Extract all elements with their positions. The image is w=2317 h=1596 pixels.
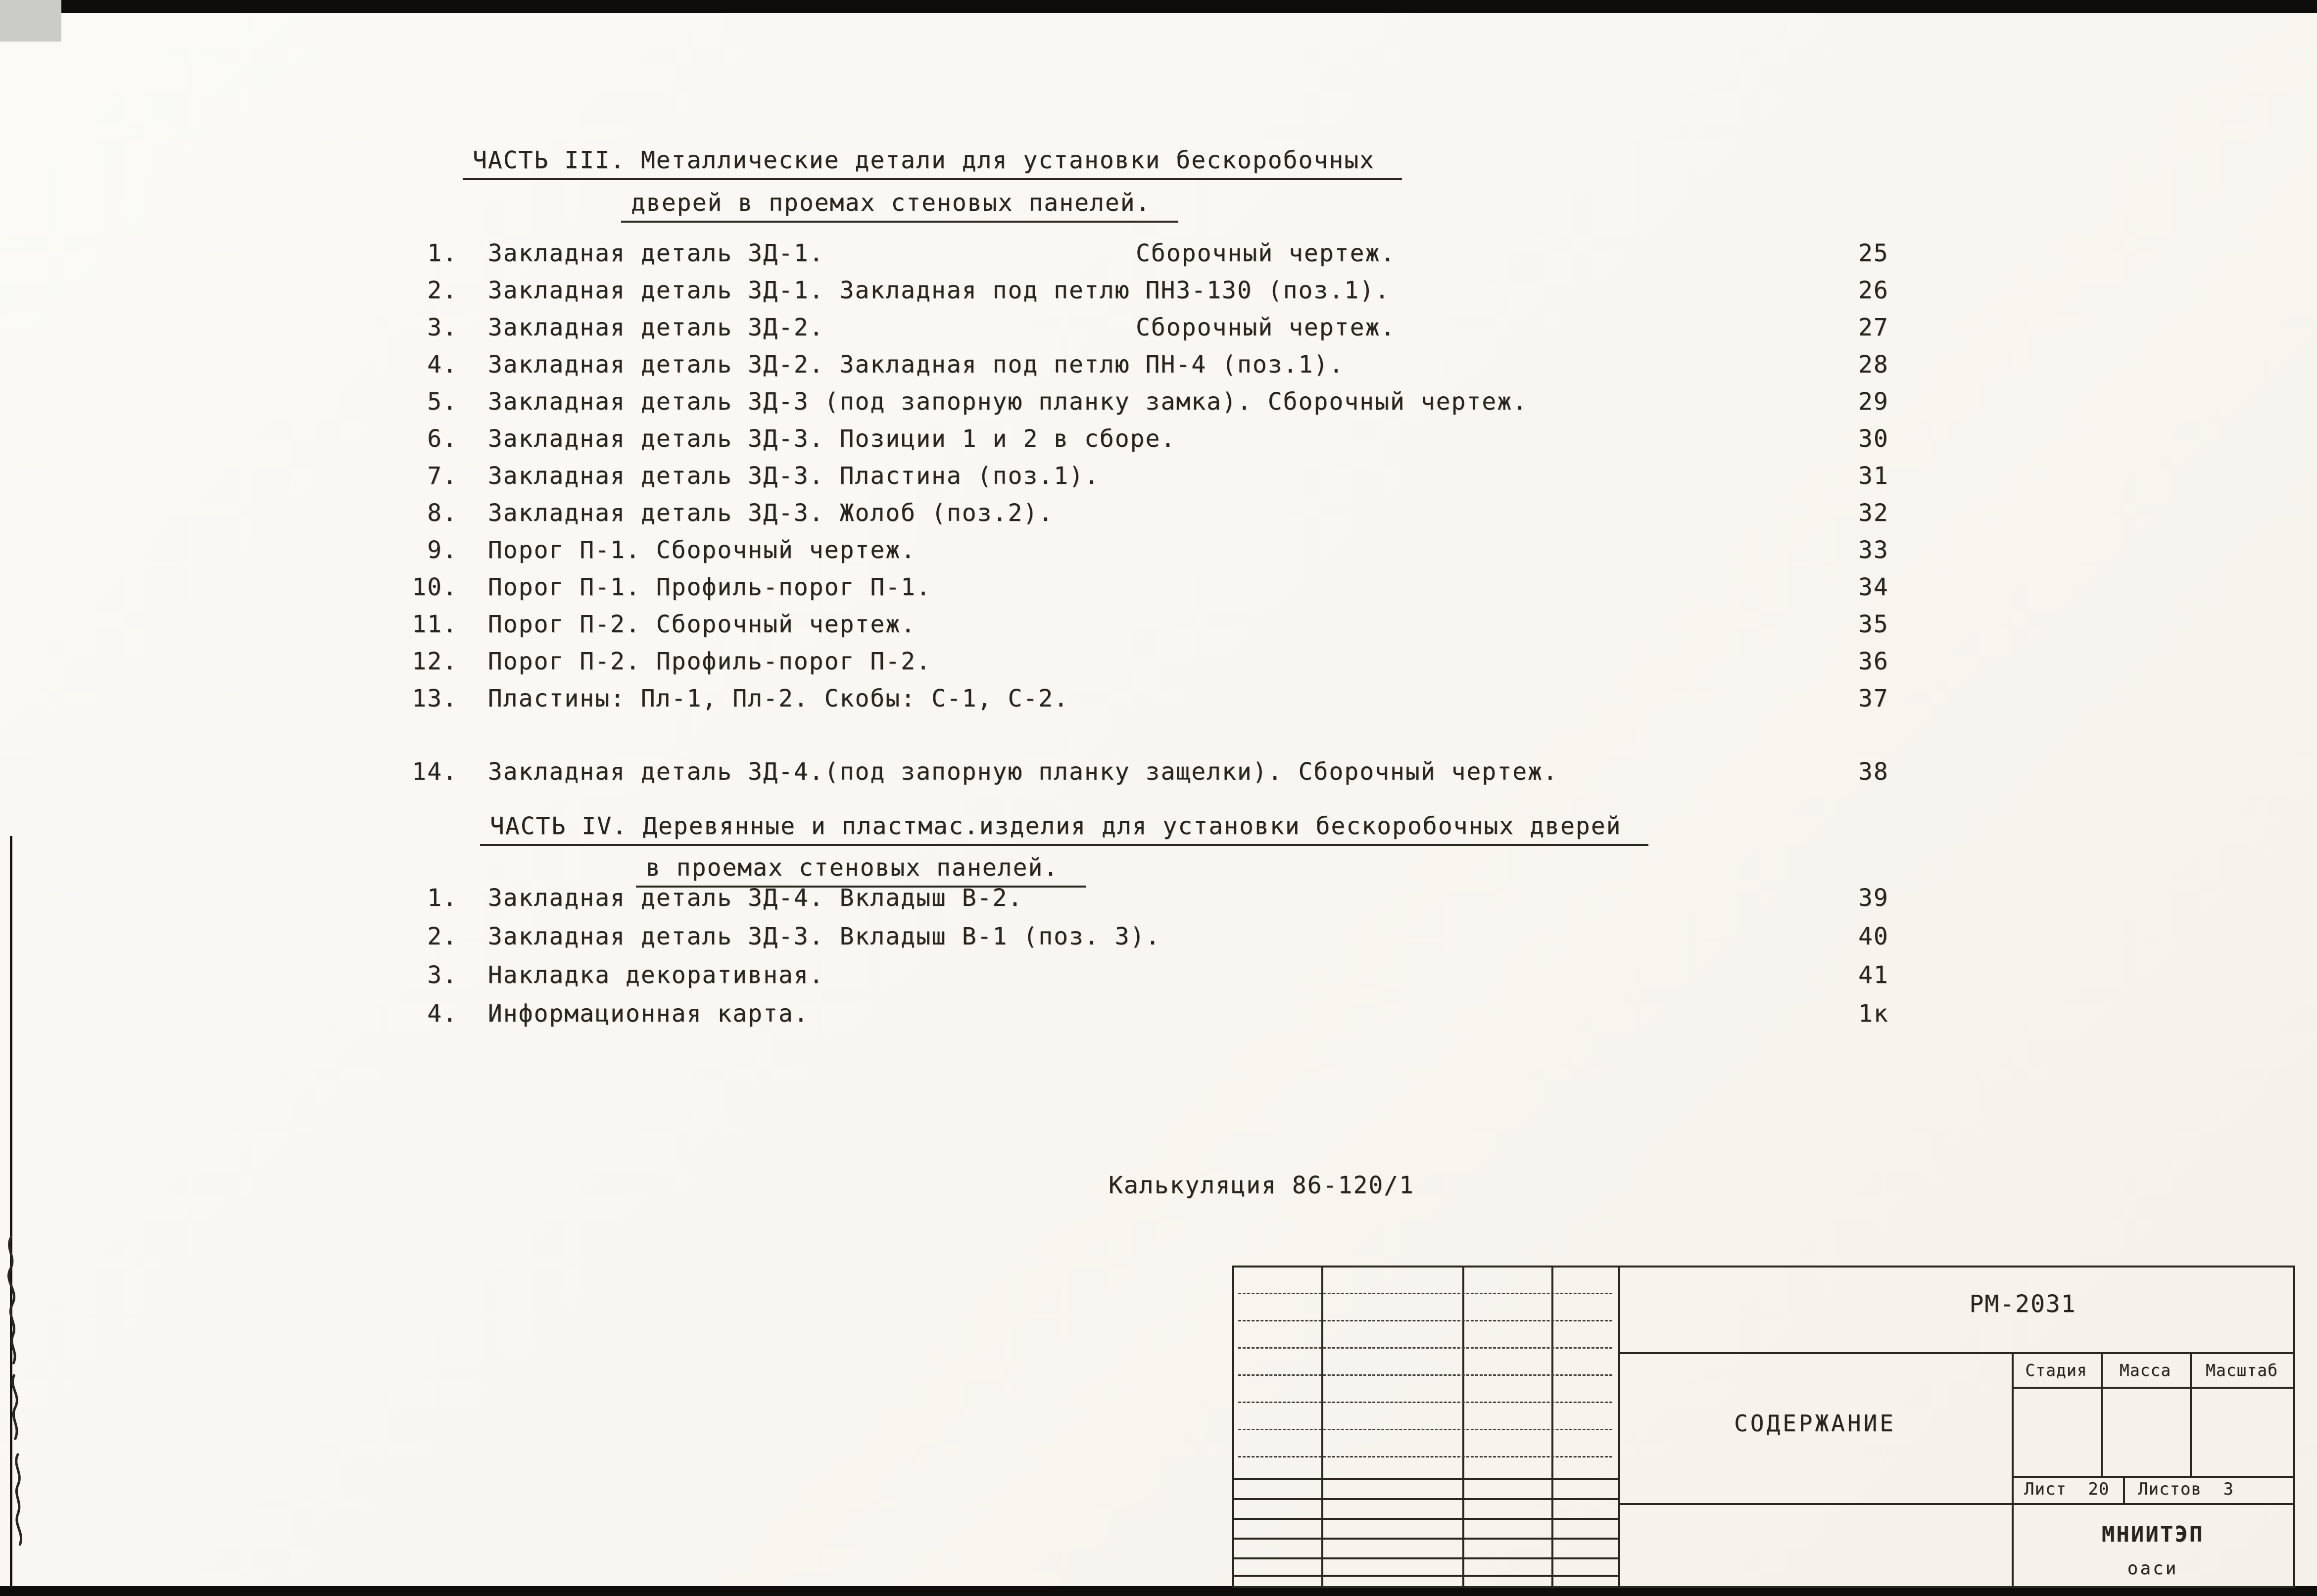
sheets-total-cell [2138, 1479, 2234, 1499]
item-number: 9. [427, 536, 458, 564]
item-title: Порог П-2. Профиль-порог П-2. [487, 648, 931, 675]
item-page-number: 25 [1858, 239, 1889, 267]
stage-column-label: Стадия [2025, 1361, 2087, 1380]
item-number: 3. [427, 314, 458, 341]
item-page-number: 31 [1858, 462, 1889, 490]
item-title: Закладная деталь ЗД-3. Жолоб (поз.2). [487, 499, 1054, 527]
toc-row [406, 917, 2317, 956]
item-subtitle: Сборочный чертеж. [1136, 239, 1396, 267]
revision-row-line [1232, 1575, 1618, 1577]
item-number: 2. [427, 277, 458, 304]
item-page-number: 40 [1858, 923, 1889, 950]
sheet-cell [2024, 1479, 2109, 1499]
stamp-grid-line [1232, 1266, 2295, 1267]
part4-title-line2: в проемах стеновых панелей. [636, 854, 1086, 888]
item-number: 12. [412, 648, 458, 675]
item-title: Закладная деталь ЗД-1. Закладная под петлю ПН3-130 (поз.1). [487, 277, 1390, 304]
item-title: Порог П-1. Профиль-порог П-1. [487, 573, 931, 601]
item-title: Закладная деталь ЗД-4.(под запорную планку защелки). Сборочный чертеж. [487, 758, 1558, 786]
toc-row [406, 956, 2317, 994]
item-title: Закладная деталь ЗД-4. Вкладыш В-2. [487, 884, 1023, 912]
revision-row-line [1238, 1293, 1612, 1294]
item-number: 3. [427, 961, 458, 989]
toc-row [406, 346, 2317, 383]
item-page-number: 1к [1858, 1000, 1889, 1028]
revision-row-line [1238, 1320, 1612, 1321]
item-number: 2. [427, 923, 458, 950]
item-page-number: 36 [1858, 648, 1889, 675]
stamp-grid-line [1618, 1352, 2295, 1354]
stamp-grid-line [1232, 1266, 1234, 1588]
sheet-value: 20 [2088, 1479, 2110, 1499]
item-page-number: 33 [1858, 536, 1889, 564]
title-block-stamp [1232, 1266, 2295, 1588]
stamp-grid-line [2012, 1387, 2295, 1389]
item-number: 11. [412, 610, 458, 638]
item-number: 13. [412, 685, 458, 712]
toc-row [406, 680, 2317, 717]
item-number: 10. [412, 573, 458, 601]
revision-row-line [1238, 1374, 1612, 1376]
item-number: 6. [427, 425, 458, 453]
item-page-number: 30 [1858, 425, 1889, 453]
item-title: Закладная деталь ЗД-1. [487, 239, 824, 267]
item-title: Информационная карта. [487, 1000, 809, 1028]
toc-row [406, 643, 2317, 680]
toc-row [406, 606, 2317, 643]
revision-row-line [1232, 1478, 1618, 1480]
part3-title-line2: дверей в проемах стеновых панелей. [621, 189, 1178, 223]
item-page-number: 38 [1858, 758, 1889, 786]
handwritten-margin-note [0, 1221, 36, 1575]
organization-department: оаси [2127, 1558, 2178, 1579]
item-page-number: 34 [1858, 573, 1889, 601]
item-page-number: 32 [1858, 499, 1889, 527]
revision-row-line [1238, 1402, 1612, 1403]
stamp-grid-line [1232, 1586, 2295, 1588]
scale-column-label: Масштаб [2205, 1361, 2278, 1380]
item-title: Закладная деталь ЗД-2. [487, 314, 824, 341]
toc-row [406, 235, 2317, 272]
item-number: 14. [412, 758, 458, 786]
toc-row [406, 309, 2317, 346]
sheets-label: Листов [2138, 1479, 2202, 1499]
part4-item-list [406, 879, 2317, 1033]
stamp-grid-line [1462, 1266, 1464, 1588]
toc-row [406, 879, 2317, 917]
item-title: Порог П-1. Сборочный чертеж. [487, 536, 917, 564]
revision-row-line [1232, 1498, 1618, 1500]
revision-row-line [1232, 1538, 1618, 1540]
item-number: 8. [427, 499, 458, 527]
revision-row-line [1238, 1429, 1612, 1430]
sheets-value: 3 [2223, 1479, 2234, 1499]
item-page-number: 41 [1858, 961, 1889, 989]
item-page-number: 37 [1858, 685, 1889, 712]
stamp-grid-line [2012, 1476, 2295, 1478]
stamp-grid-line [2123, 1476, 2125, 1503]
toc-row [406, 569, 2317, 606]
stamp-grid-line [1551, 1266, 1553, 1588]
toc-row [406, 383, 2317, 421]
part3-title-line1: ЧАСТЬ III. Металлические детали для установки бескоробочных [463, 146, 1402, 180]
item-page-number: 26 [1858, 277, 1889, 304]
item-page-number: 27 [1858, 314, 1889, 341]
stamp-grid-line [1321, 1266, 1323, 1588]
item-number: 4. [427, 351, 458, 378]
toc-row [406, 272, 2317, 309]
item-page-number: 35 [1858, 610, 1889, 638]
item-title: Закладная деталь ЗД-3. Вкладыш В-1 (поз. 3). [487, 923, 1161, 950]
item-number: 7. [427, 462, 458, 490]
toc-row [406, 532, 2317, 569]
mass-column-label: Масса [2119, 1361, 2172, 1380]
calculation-note: Калькуляция 86-120/1 [1109, 1172, 1414, 1199]
part4-title-line1: ЧАСТЬ IV. Деревянные и пластмас.изделия для установки бескоробочных дверей [480, 812, 1648, 846]
sheet-label: Лист [2024, 1479, 2067, 1499]
organization-name: МНИИТЭП [2101, 1522, 2204, 1547]
item-number: 1. [427, 239, 458, 267]
revision-row-line [1232, 1518, 1618, 1520]
revision-row-line [1238, 1456, 1612, 1457]
item-title: Закладная деталь ЗД-3. Пластина (поз.1). [487, 462, 1100, 490]
item-title: Накладка декоративная. [487, 961, 824, 989]
toc-row [406, 495, 2317, 532]
item-title: Пластины: Пл-1, Пл-2. Скобы: С-1, С-2. [487, 685, 1069, 712]
toc-row [406, 458, 2317, 495]
item-number: 5. [427, 388, 458, 416]
document-number: РМ-2031 [1969, 1290, 2076, 1318]
toc-row [406, 994, 2317, 1033]
item-page-number: 28 [1858, 351, 1889, 378]
item-subtitle: Сборочный чертеж. [1136, 314, 1396, 341]
toc-row [406, 753, 2317, 791]
item-number: 1. [427, 884, 458, 912]
scan-corner-artifact [0, 0, 61, 42]
part3-item-list [406, 235, 2317, 791]
item-title: Закладная деталь ЗД-3. Позиции 1 и 2 в сборе. [487, 425, 1176, 453]
item-title: Закладная деталь ЗД-2. Закладная под петлю ПН-4 (поз.1). [487, 351, 1345, 378]
stamp-sheet-title: СОДЕРЖАНИЕ [1734, 1410, 1896, 1437]
item-page-number: 39 [1858, 884, 1889, 912]
item-title: Закладная деталь ЗД-3 (под запорную планку замка). Сборочный чертеж. [487, 388, 1528, 416]
item-number: 4. [427, 1000, 458, 1028]
revision-row-line [1232, 1557, 1618, 1559]
top-scan-bar [61, 0, 2317, 13]
stamp-grid-line [1618, 1503, 2295, 1505]
toc-row [406, 421, 2317, 458]
revision-row-line [1238, 1347, 1612, 1349]
item-title: Порог П-2. Сборочный чертеж. [487, 610, 917, 638]
item-page-number: 29 [1858, 388, 1889, 416]
